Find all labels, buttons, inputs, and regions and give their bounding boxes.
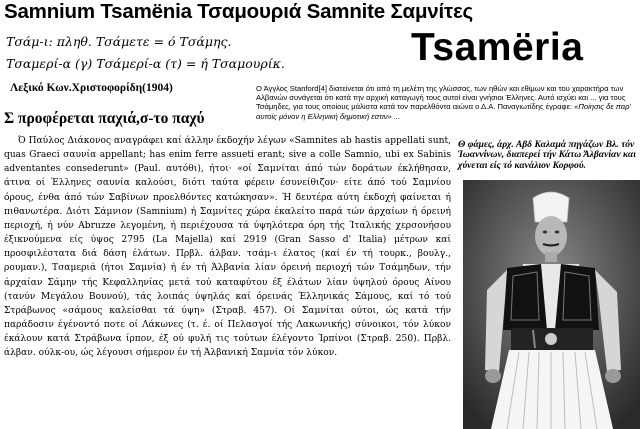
page-title: Samnium Tsamënia Τσαμουριά Samnite Σαμνίτες (4, 0, 473, 23)
pronunciation-note: Σ προφέρεται παχιά,σ-το παχύ (4, 110, 205, 127)
article-body (4, 134, 451, 361)
portrait-photo (463, 180, 640, 429)
quote-stanford (256, 84, 631, 121)
quote-thyamis: Θ φάμες, άρχ. Αβδ Καλαμά πηγάζων Βλ. τόν Ίωαννίνων, διαπερεί τήν Κάτω Άλβανίαν και χύνεται είς τό κανάλιον Κορφού. (458, 139, 636, 171)
formula-line-2: Τσαμερί-α (γ) Τσάμερί-α (τ) = ή Τσαμουρίκ. (6, 56, 285, 71)
big-title: Tsamëria (411, 26, 584, 69)
quote-stanford-quote: «Ποίησις δε παρ' αυτοίς μόνον η Ελληνική δημοτική εστιν» ... (256, 102, 631, 121)
article-paragraph: Ό Παύλος Διάκονος αναγράφει καί άλλην έκδοχήν λέγων «Samnites ab hastis appellati sunt, quas Graeci σαυνία appellant; has enim ferre assueti erant; sive a colle Samnio, ubi ex Sabinis adventantes consederunt» (Paul. αυτόθι), ήτοι· «οί Σαμνίται άπό τών δοράτων έκλήθησαν, άτινα οί Έλληνες σαυνία καλούσι, διότι ταύτα φέρειν έσυνείθιζον· είτε άπό τού Σαμνίου όρους, ένθα άπό τών Σαβίνων προελθόντες κατώκησαν». Ή δευτέρα αύτη έκδοχή φαίνεται ή πιθανωτέρα. Διότι Σάμνιον (Samnium) ή Σαμνίτες χώρα έκαλείτο παρά τών άρχαίων ή όρεινή περιοχή, ή νύν Abruzze λεγομένη, ή περιέχουσα τά ύψηλότερα όρη τής Ίταλικής χερσονήσου έξικνούμενα είς ύψος 2795 (La Majella) καί 2919 (Gran Sasso d' Italia) μέτρων καί προσφιλέστατα διά δάση έλάτων. Πρβλ. άλβαν. τσάμ-ι έλατος (καί έν τή τουρκ., βουλγ., ρουμαν.), Τσαμεριά (ήτοι Σαμνία) ή έν τή Άλβανία λίαν όρεινή περιοχή τών Τσάμηδων, τήν άρχαίαν Σάμην τής Κεφαλληνίας μετά τού καταφύτου έξ έλάτων λίαν ύψηλού όρους Αίνου (τανύν Μεγάλου Βουνού), τάς λοιπάς ύψηλάς καί όρεινάς Έλληνικάς Σάμους, καί τό τού Στράβωνος «σάμους καλείσθαι τά ύψη» (Στραβ. 457). Οί Σαμνίται ούτοι, ώς κατά τήν παράδοσιν έγένοντό ποτε οί Λάκωνες (τ. έ. οί Πελασγοί τής Λακωνικής) σύνοικοι, τόν λύκον έκάλουν κατά Στράβωνα ίρπον, έξ ού φυλή τις τούτων έλέγοντο Ίρπίνοι (Στραβ. 250). Πρβλ. άλβαν. ούλκ-ου, ώς λέγουσι σήμερον έν τή Άλβανική Σαμνία τόν λύκον. (4, 136, 451, 359)
quote-stanford-text: Ο Άγγλος Stanford[4] διατείνεται ότι από τη μελέτη της γλώσσας, των ηθών και εθίμων και του χαρακτήρα των Αλβανών συνάγεται ότι κατά την αρχική καταγωγή τους αυτοί είναι γνήσιοι Έλληνες. Αυτό ισχύει και ... για τους Τσάμηδες, για τους οποίους μάλιστα κατά τον παρελθόντα αιώνα ο Δ.Α. Παναγιωτίδης έγραφε: (256, 84, 626, 112)
formula-line-1: Τσάμ-ι: πληθ. Τσάμετε = ό Τσάμης. (6, 34, 232, 49)
lexicon-label: Λεξικό Κων.Χριστοφορίδη(1904) (10, 82, 173, 94)
